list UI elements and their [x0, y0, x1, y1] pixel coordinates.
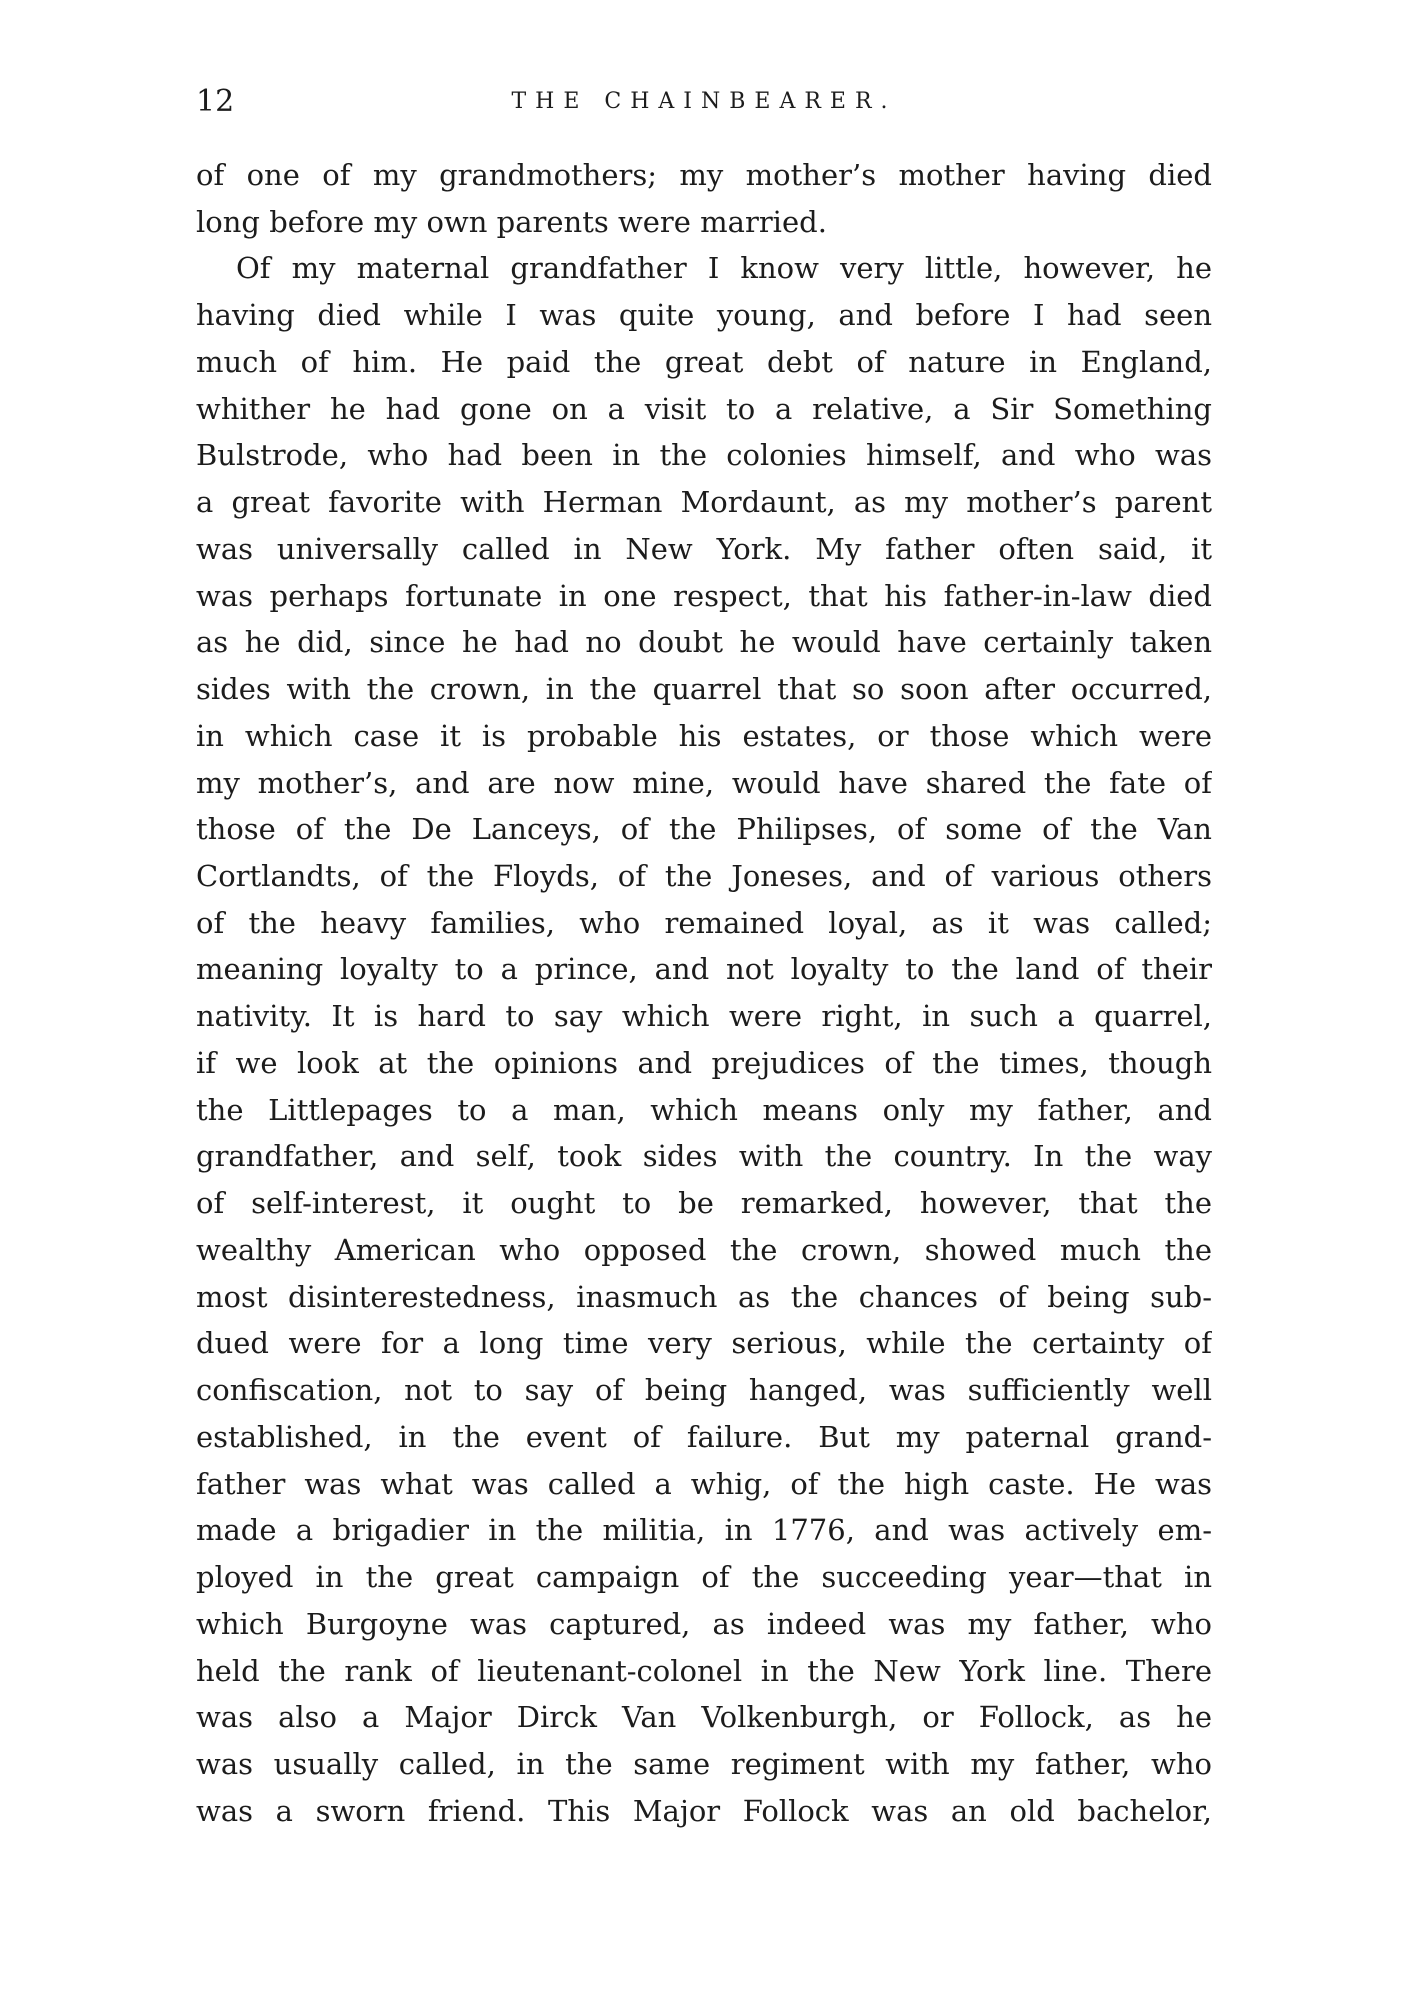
text-line: most disinterestedness, inasmuch as the chances of being sub-: [196, 1279, 1212, 1314]
text-line: meaning loyalty to a prince, and not loyalty to the land of their: [196, 952, 1212, 987]
text-line: the Littlepages to a man, which means only my father, and: [196, 1092, 1212, 1127]
text-line: dued were for a long time very serious, while the certainty of: [196, 1326, 1212, 1361]
text-line: of one of my grandmothers; my mother’s mother having died: [196, 158, 1212, 192]
text-line: ployed in the great campaign of the succeeding year—that in: [196, 1560, 1212, 1595]
text-line: established, in the event of failure. But my paternal grand-: [196, 1419, 1212, 1454]
text-line: was also a Major Dirck Van Volkenburgh, or Follock, as he: [196, 1700, 1212, 1735]
text-line: of self-interest, it ought to be remarked, however, that the: [196, 1186, 1212, 1221]
text-line: Cortlandts, of the Floyds, of the Joneses, and of various others: [196, 859, 1212, 894]
text-line: long before my own parents were married.: [196, 204, 827, 239]
running-title: THE CHAINBEARER.: [511, 89, 897, 114]
text-line: of the heavy families, who remained loyal, as it was called;: [196, 905, 1212, 940]
text-line: those of the De Lanceys, of the Philipses, of some of the Van: [196, 812, 1212, 847]
text-line: sides with the crown, in the quarrel that so soon after occurred,: [196, 672, 1212, 707]
text-line: held the rank of lieutenant-colonel in the New York line. There: [196, 1653, 1212, 1688]
text-line: made a brigadier in the militia, in 1776, and was actively em-: [196, 1513, 1212, 1548]
text-line: my mother’s, and are now mine, would have shared the fate of: [196, 765, 1212, 800]
text-line: if we look at the opinions and prejudices of the times, though: [196, 1045, 1212, 1080]
text-line: father was what was called a whig, of the high caste. He was: [196, 1466, 1212, 1501]
text-line: wealthy American who opposed the crown, showed much the: [196, 1232, 1212, 1267]
text-line: nativity. It is hard to say which were right, in such a quarrel,: [196, 999, 1212, 1034]
text-line: whither he had gone on a visit to a relative, a Sir Something: [196, 391, 1212, 426]
text-line: Bulstrode, who had been in the colonies himself, and who was: [196, 438, 1212, 473]
text-line: was a sworn friend. This Major Follock was an old bachelor,: [196, 1793, 1212, 1828]
text-line: much of him. He paid the great debt of nature in England,: [196, 344, 1212, 379]
text-line: confiscation, not to say of being hanged, was sufficiently well: [196, 1373, 1212, 1408]
text-line: Of my maternal grandfather I know very little, however, he: [236, 251, 1212, 286]
page-number: 12: [196, 84, 235, 119]
text-line: a great favorite with Herman Mordaunt, as my mother’s parent: [196, 485, 1212, 520]
text-line: was universally called in New York. My father often said, it: [196, 531, 1212, 566]
text-line: having died while I was quite young, and before I had seen: [196, 298, 1212, 333]
text-line: was perhaps fortunate in one respect, that his father-in-law died: [196, 578, 1212, 613]
text-line: as he did, since he had no doubt he would have certainly taken: [196, 625, 1212, 660]
text-line: in which case it is probable his estates, or those which were: [196, 718, 1212, 753]
text-line: was usually called, in the same regiment with my father, who: [196, 1746, 1212, 1781]
text-line: which Burgoyne was captured, as indeed was my father, who: [196, 1606, 1212, 1641]
page-header: [196, 82, 1212, 126]
text-line: grandfather, and self, took sides with the country. In the way: [196, 1139, 1212, 1174]
body-text: [196, 152, 1212, 1834]
